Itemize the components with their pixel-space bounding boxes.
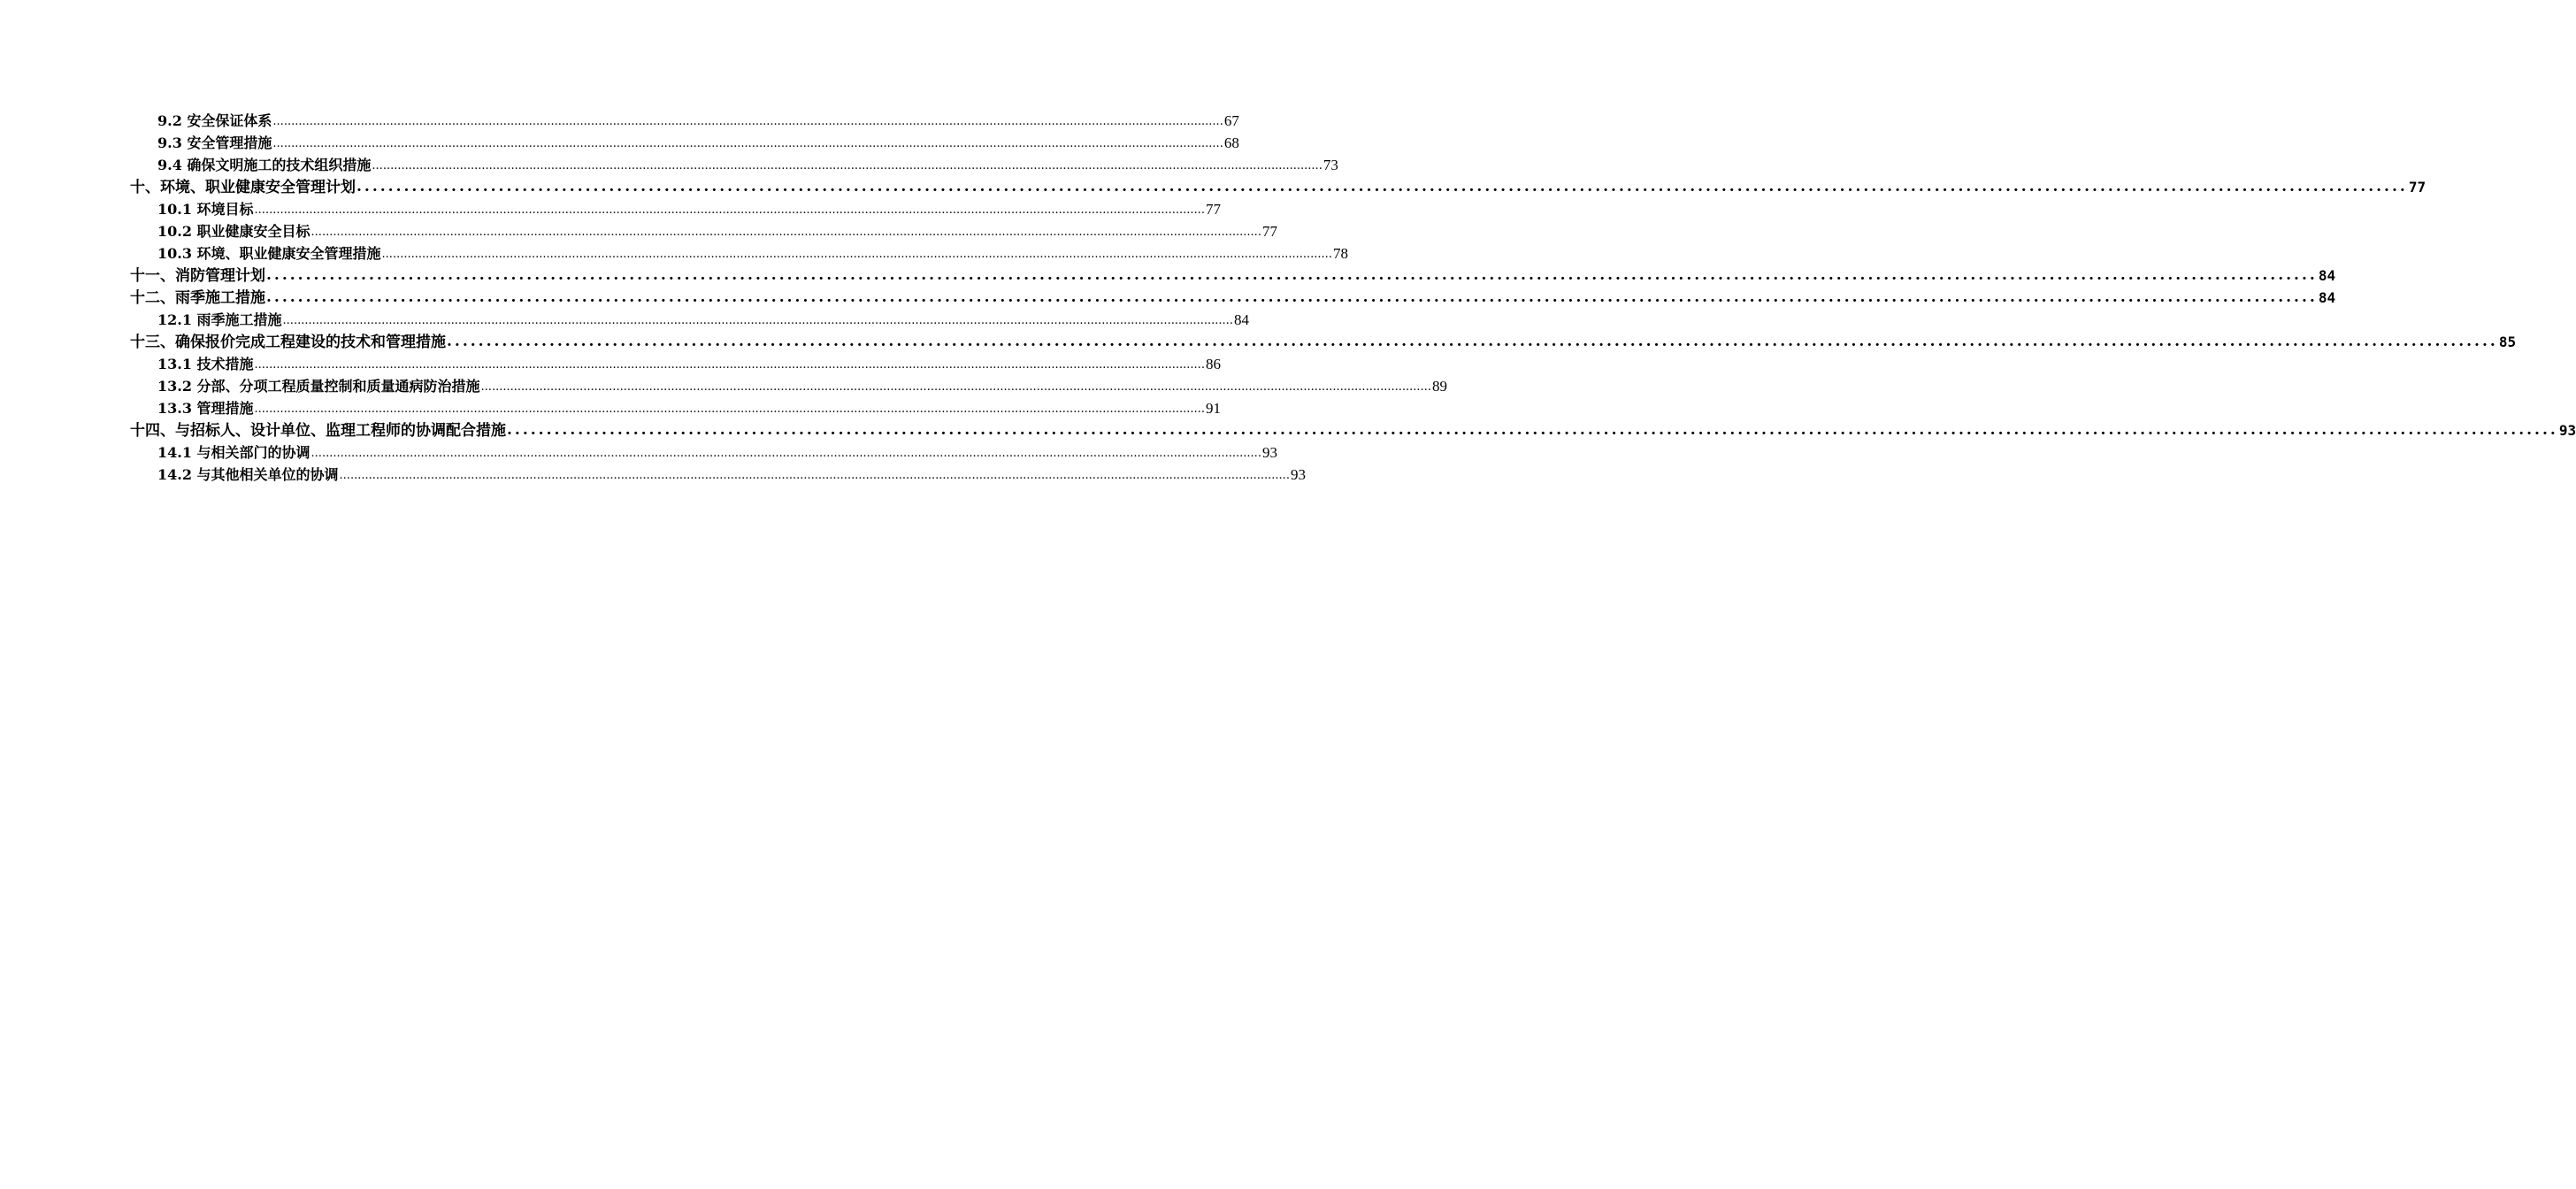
toc-entry-label: 十一、消防管理计划 — [130, 267, 265, 285]
toc-entry-page: 84 — [2318, 289, 2336, 306]
toc-entry[interactable] — [157, 220, 1277, 242]
dot-leader: .................................................................................................................................................................................................................................................................... — [254, 403, 1205, 416]
toc-entry-label: 9.4 确保文明施工的技术组织措施 — [157, 157, 372, 173]
toc-entry-label: 14.2 与其他相关单位的协调 — [157, 466, 339, 483]
toc-entry-page: 73 — [1322, 157, 1338, 173]
toc-entry-page: 84 — [1233, 311, 1249, 328]
dot-leader: .................................................................................................................................................................................................................................................................... — [282, 314, 1233, 327]
toc-entry-label: 十二、雨季施工措施 — [130, 289, 265, 307]
dot-leader: .................................................................................................................................................................................................................................................................... — [356, 178, 2408, 196]
toc-entry[interactable] — [157, 375, 1447, 397]
dot-leader: .................................................................................................................................................................................................................................................................... — [254, 203, 1205, 217]
toc-entry-label: 10.2 职业健康安全目标 — [157, 223, 310, 240]
toc-entry-page: 77 — [2408, 179, 2426, 196]
toc-entry[interactable] — [130, 419, 2576, 441]
toc-entry[interactable] — [157, 154, 1338, 176]
toc-entry[interactable] — [157, 132, 1239, 154]
dot-leader: .................................................................................................................................................................................................................................................................... — [272, 115, 1223, 128]
dot-leader: .................................................................................................................................................................................................................................................................... — [372, 159, 1322, 173]
toc-entry-label: 10.1 环境目标 — [157, 201, 254, 218]
dot-leader: .................................................................................................................................................................................................................................................................... — [480, 380, 1431, 394]
dot-leader: .................................................................................................................................................................................................................................................................... — [381, 248, 1332, 261]
dot-leader: .................................................................................................................................................................................................................................................................... — [310, 226, 1261, 239]
toc-entry[interactable] — [157, 441, 1277, 464]
toc-entry-label: 14.1 与相关部门的协调 — [157, 444, 310, 461]
toc-entry-label: 9.3 安全管理措施 — [157, 134, 272, 151]
toc-entry-label: 十三、确保报价完成工程建设的技术和管理措施 — [130, 334, 446, 351]
toc-entry-page: 78 — [1332, 245, 1348, 262]
toc-entry-label: 13.3 管理措施 — [157, 400, 254, 417]
toc-entry[interactable] — [130, 176, 2426, 198]
dot-leader: .................................................................................................................................................................................................................................................................... — [310, 447, 1261, 460]
toc-entry-page: 93 — [1290, 466, 1306, 483]
toc-entry[interactable] — [157, 110, 1239, 132]
toc-entry-page: 77 — [1205, 201, 1221, 218]
toc-entry[interactable] — [157, 242, 1348, 265]
toc-entry[interactable] — [157, 397, 1221, 419]
toc-entry-label: 十四、与招标人、设计单位、监理工程师的协调配合措施 — [130, 422, 506, 440]
dot-leader: .................................................................................................................................................................................................................................................................... — [447, 333, 2498, 350]
dot-leader: .................................................................................................................................................................................................................................................................... — [254, 358, 1205, 372]
toc-entry[interactable] — [157, 353, 1221, 375]
toc-entry-page: 93 — [1261, 444, 1277, 461]
toc-entry-page: 84 — [2318, 267, 2336, 284]
toc-entry-label: 13.2 分部、分项工程质量控制和质量通病防治措施 — [157, 378, 480, 395]
toc-entry-page: 86 — [1205, 356, 1221, 372]
table-of-contents — [0, 110, 2576, 486]
dot-leader: .................................................................................................................................................................................................................................................................... — [266, 288, 2318, 306]
toc-entry-page: 68 — [1223, 134, 1239, 151]
dot-leader: .................................................................................................................................................................................................................................................................... — [507, 421, 2558, 439]
toc-entry-label: 十、环境、职业健康安全管理计划 — [130, 179, 356, 196]
toc-entry[interactable] — [130, 331, 2517, 353]
toc-entry-page: 85 — [2498, 334, 2517, 350]
toc-entry-page: 91 — [1205, 400, 1221, 417]
toc-entry[interactable] — [130, 265, 2336, 287]
toc-entry-page: 77 — [1261, 223, 1277, 240]
toc-entry[interactable] — [130, 287, 2336, 309]
toc-entry[interactable] — [157, 464, 1306, 486]
dot-leader: .................................................................................................................................................................................................................................................................... — [272, 137, 1223, 150]
toc-entry-page: 67 — [1223, 112, 1239, 129]
toc-entry-page: 93 — [2558, 422, 2576, 439]
toc-entry[interactable] — [157, 309, 1249, 331]
toc-entry-label: 10.3 环境、职业健康安全管理措施 — [157, 245, 381, 262]
dot-leader: .................................................................................................................................................................................................................................................................... — [339, 469, 1290, 482]
toc-entry-label: 9.2 安全保证体系 — [157, 112, 272, 129]
toc-entry-label: 12.1 雨季施工措施 — [157, 311, 282, 328]
toc-entry[interactable] — [157, 198, 1221, 220]
toc-entry-page: 89 — [1431, 378, 1447, 395]
toc-entry-label: 13.1 技术措施 — [157, 356, 254, 372]
dot-leader: .................................................................................................................................................................................................................................................................... — [266, 266, 2318, 284]
